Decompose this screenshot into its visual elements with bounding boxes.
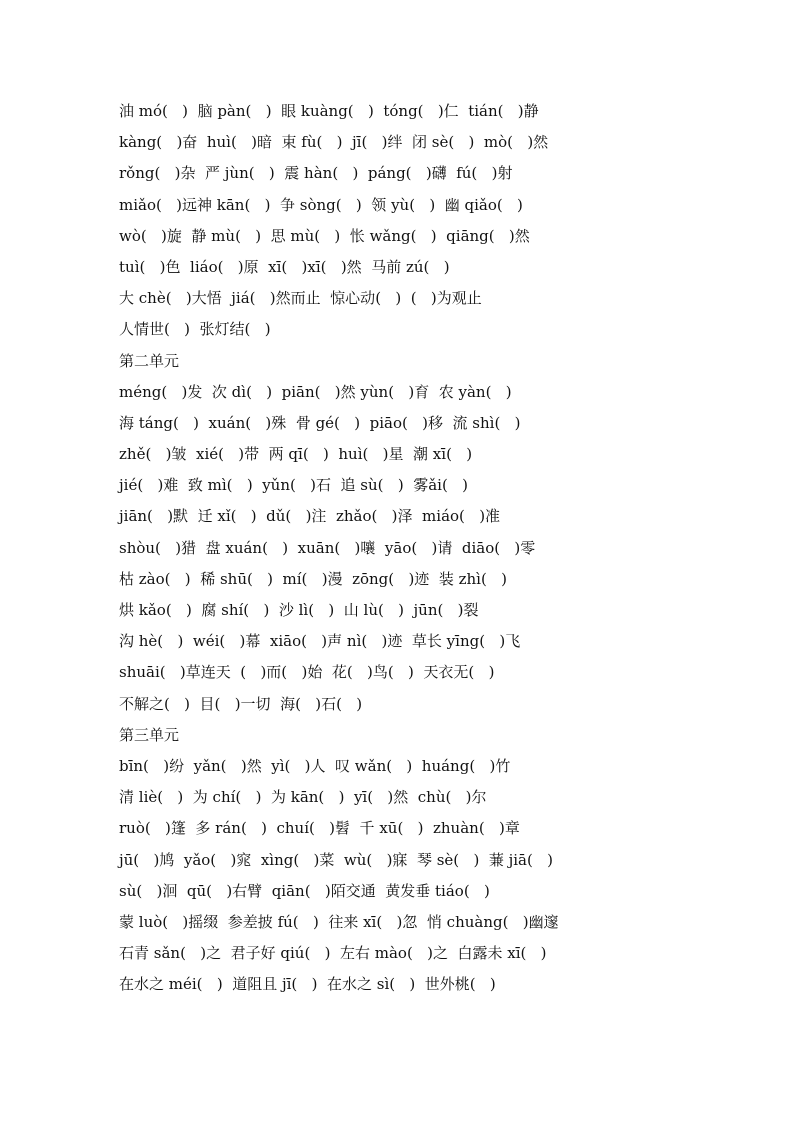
unit3-line-4: jū( )鸠 yǎo( )窕 xìng( )菜 wù( )寐 琴 sè( ) 蒹 jiā( ) bbox=[119, 850, 554, 869]
unit1-line-2: kàng( )奋 huì( )暗 束 fù( ) jī( )绊 闭 sè( ) mò( )然 bbox=[119, 133, 549, 152]
unit1-line-3: rǒng( )杂 严 jùn( ) 震 hàn( ) páng( )礴 fú( )射 bbox=[119, 164, 513, 183]
unit3-line-1: bīn( )纷 yǎn( )然 yì( )人 叹 wǎn( ) huáng( )竹 bbox=[119, 756, 511, 775]
unit1-line-8: 人情世( ) 张灯结( ) bbox=[119, 320, 271, 339]
unit3-line-8: 在水之 méi( ) 道阻且 jī( ) 在水之 sì( ) 世外桃( ) bbox=[119, 975, 496, 994]
unit1-line-1: 油 mó( ) 脑 pàn( ) 眼 kuàng( ) tóng( )仁 tián( )静 bbox=[119, 102, 539, 120]
unit2-line-9: 沟 hè( ) wéi( )幕 xiāo( )声 nì( )迹 草长 yīng( )飞 bbox=[119, 632, 521, 651]
unit2-line-11: 不解之( ) 目( )一切 海( )石( ) bbox=[119, 694, 363, 713]
unit3-line-6: 蒙 luò( )摇缀 参差披 fú( ) 往来 xī( )忽 悄 chuàng( )幽邃 bbox=[119, 912, 559, 931]
unit1-line-7: 大 chè( )大悟 jiá( )然而止 惊心动( ) ( )为观止 bbox=[119, 289, 482, 308]
unit2-line-8: 烘 kǎo( ) 腐 shí( ) 沙 lì( ) 山 lù( ) jūn( )裂 bbox=[119, 601, 479, 619]
unit2-line-3: zhě( )皱 xié( )带 两 qī( ) huì( )星 潮 xī( ) bbox=[119, 445, 473, 464]
unit3-line-3: ruò( )篷 多 rán( ) chuí( )髫 千 xū( ) zhuàn( )章 bbox=[119, 819, 520, 838]
unit2-line-4: jié( )难 致 mì( ) yǔn( )石 追 sù( ) 雾ǎi( ) bbox=[119, 476, 468, 495]
unit1-line-6: tuì( )色 liáo( )原 xī( )xī( )然 马前 zú( ) bbox=[119, 257, 450, 276]
unit2-line-7: 枯 zào( ) 稀 shū( ) mí( )漫 zōng( )迹 装 zhì( ) bbox=[119, 569, 507, 588]
worksheet bbox=[119, 96, 719, 1000]
unit2-line-6: shòu( )猎 盘 xuán( ) xuān( )嚷 yāo( )请 diāo( )零 bbox=[119, 538, 536, 557]
unit1-line-5: wò( )旋 静 mù( ) 思 mù( ) 怅 wǎng( ) qiāng( )然 bbox=[119, 226, 530, 245]
unit3-heading: 第三单元 bbox=[119, 725, 180, 744]
unit2-line-10: shuāi( )草连天 ( )而( )始 花( )鸟( ) 天衣无( ) bbox=[119, 663, 495, 682]
unit2-line-5: jiān( )默 迁 xǐ( ) dǔ( )注 zhǎo( )泽 miáo( )准 bbox=[119, 507, 501, 526]
unit2-line-1: méng( )发 次 dì( ) piān( )然 yùn( )育 农 yàn( ) bbox=[119, 382, 512, 401]
unit2-line-2: 海 táng( ) xuán( )殊 骨 gé( ) piāo( )移 流 shì( ) bbox=[119, 413, 521, 432]
unit1-line-4: miǎo( )远神 kān( ) 争 sòng( ) 领 yù( ) 幽 qiǎo( ) bbox=[119, 195, 523, 214]
unit2-heading: 第二单元 bbox=[119, 351, 180, 370]
unit3-line-2: 清 liè( ) 为 chí( ) 为 kān( ) yī( )然 chù( )尔 bbox=[119, 788, 487, 807]
unit3-line-7: 石青 sǎn( )之 君子好 qiú( ) 左右 mào( )之 白露未 xī( ) bbox=[119, 944, 547, 963]
unit3-line-5: sù( )洄 qū( )右臂 qiān( )陌交通 黄发垂 tiáo( ) bbox=[119, 881, 490, 900]
